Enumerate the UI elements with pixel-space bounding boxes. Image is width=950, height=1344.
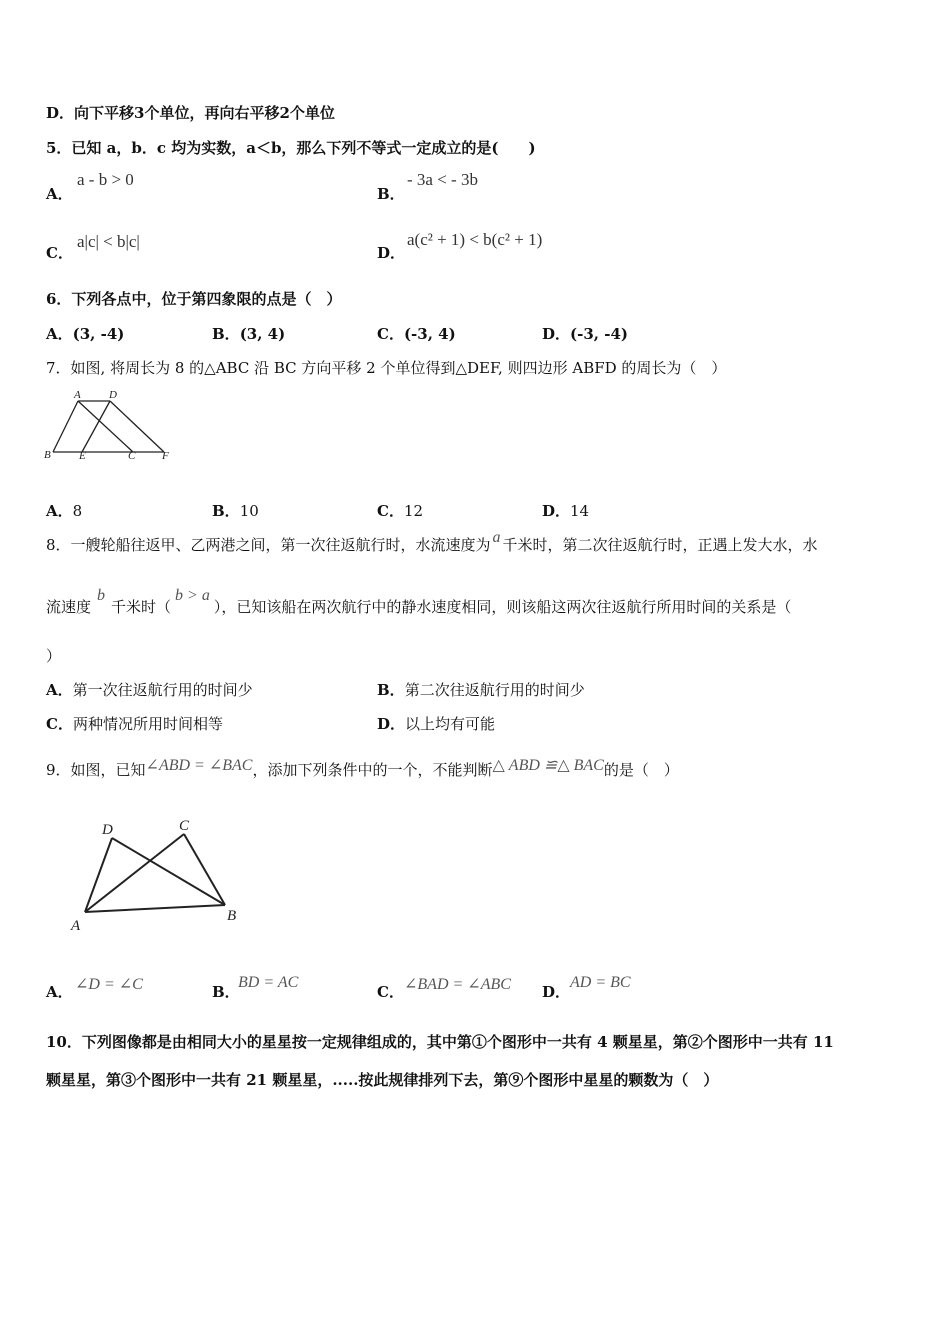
option-text: 向下平移3个单位，再向右平移2个单位 (74, 104, 335, 122)
q9-text: 9．如图，已知 (46, 761, 146, 779)
q8-option-d (377, 713, 495, 734)
option-label: D． (377, 244, 406, 262)
option-label: C． (377, 325, 404, 343)
option-label: D． (542, 502, 571, 520)
option-label: A． (46, 983, 73, 1001)
q9-option-d (542, 981, 570, 1002)
option-label: B． (377, 185, 405, 203)
option-text: 12 (403, 502, 424, 520)
q9-text: ，添加下列条件中的一个，不能判断 (252, 761, 493, 779)
q10-line2: 颗星星，第③个图形中一共有 21 颗星星，.....按此规律排列下去，第⑨个图形中星星的颗数为（ ） (46, 1071, 719, 1089)
q7-label-f: F (162, 450, 169, 462)
q7-label-a: A (74, 389, 81, 401)
q9-option-b-expr: BD = AC (238, 974, 299, 991)
option-label: A． (46, 681, 73, 699)
option-text: 以上均有可能 (405, 715, 496, 733)
q9-stem (46, 759, 679, 780)
option-text: 第一次往返航行用的时间少 (72, 681, 253, 699)
q8-option-a (46, 679, 253, 700)
q5-option-c-expr: a|c| < b|c| (77, 232, 140, 251)
q9-edge-cb (184, 834, 225, 905)
q9-label-c: C (179, 818, 190, 834)
q5-option-b (377, 183, 405, 204)
q6-stem: 6．下列各点中，位于第四象限的点是（ ） (46, 290, 342, 308)
q7-label-b: B (44, 449, 51, 461)
q8-line2 (46, 587, 792, 617)
option-label: C． (377, 502, 404, 520)
q7-option-c (377, 500, 423, 521)
q8-text: 流速度 (46, 598, 92, 616)
option-text: 10 (239, 502, 259, 520)
option-text: (3, -4) (72, 325, 125, 343)
q9-option-b (212, 981, 240, 1002)
option-text: 第二次往返航行用的时间少 (404, 681, 585, 699)
option-text: 14 (570, 502, 590, 520)
q7-label-d: D (109, 389, 117, 401)
q8-var-a: a (492, 529, 501, 546)
q5-option-d (377, 242, 405, 263)
q9-text: 的是（ ） (603, 761, 679, 779)
option-label: B． (212, 325, 240, 343)
q8-text: 千米时，第二次往返航行时，正遇上发大水，水 (502, 536, 818, 554)
option-text: 8 (72, 502, 83, 520)
q7-figure (40, 385, 180, 465)
q9-figure (60, 812, 260, 937)
q9-option-c-expr: ∠BAD = ∠ABC (404, 976, 511, 993)
q7-label-c: C (128, 450, 136, 462)
q5-option-a (46, 183, 73, 204)
q5-option-d-expr: a(c² + 1) < b(c² + 1) (407, 230, 543, 249)
q6-option-d (542, 323, 628, 344)
q9-label-d: D (102, 822, 113, 838)
q9-label-a: A (71, 918, 81, 934)
q9-option-a-expr: ∠D = ∠C (75, 976, 143, 993)
option-label: D． (542, 325, 571, 343)
q7-option-d (542, 500, 589, 521)
q6-option-b (212, 323, 285, 344)
option-label: B． (212, 983, 240, 1001)
q7-edge-ab (53, 401, 78, 452)
q7-option-b (212, 500, 259, 521)
q6-option-a (46, 323, 124, 344)
q8-text: 8．一艘轮船往返甲、乙两港之间，第一次往返航行时，水流速度为 (46, 536, 491, 554)
option-label: D． (377, 715, 406, 733)
q10-line1: 10．下列图像都是由相同大小的星星按一定规律组成的，其中第①个图形中一共有 4 颗星星，第②个图形中一共有 11 (46, 1033, 834, 1051)
option-label: C． (46, 244, 73, 262)
q6-option-c (377, 323, 456, 344)
option-label: C． (46, 715, 73, 733)
option-label: C． (377, 983, 404, 1001)
q5-stem: 5．已知 a，b．c 均为实数，a＜b，那么下列不等式一定成立的是( ) (46, 139, 536, 157)
q8-line3: ） (46, 647, 62, 665)
q7-label-e: E (79, 450, 86, 462)
q5-option-c (46, 242, 73, 263)
q9-option-a (46, 981, 73, 1002)
option-label: A． (46, 502, 73, 520)
prev-option-d (46, 102, 335, 123)
q8-option-b (377, 679, 585, 700)
q8-var-b: b (97, 587, 106, 604)
option-label: A． (46, 185, 73, 203)
q8-option-c (46, 713, 223, 734)
q9-label-b: B (227, 908, 237, 924)
option-label: A． (46, 325, 73, 343)
option-label: D． (46, 104, 75, 122)
q7-stem: 7．如图, 将周长为 8 的△ABC 沿 BC 方向平移 2 个单位得到△DEF, 则四边形 ABFD 的周长为（ ） (46, 359, 727, 377)
q5-option-b-expr: - 3a < - 3b (407, 170, 478, 189)
option-label: D． (542, 983, 571, 1001)
option-text: (-3, -4) (570, 325, 628, 343)
q9-given: ∠ABD = ∠BAC (145, 757, 253, 774)
option-text: (-3, 4) (403, 325, 456, 343)
q7-edge-df (110, 401, 164, 452)
q8-text: ），已知该船在两次航行中的静水速度相同，则该船这两次往返航行所用时间的关系是（ (213, 598, 792, 616)
option-text: 两种情况所用时间相等 (72, 715, 223, 733)
option-label: B． (212, 502, 240, 520)
q8-condition: b > a (175, 587, 210, 604)
q8-text: 千米时（ (111, 598, 172, 616)
q9-target: △ ABD ≌△ BAC (492, 757, 604, 774)
q9-edge-db (112, 838, 225, 905)
option-label: B． (377, 681, 405, 699)
option-text: (3, 4) (239, 325, 286, 343)
q9-option-c (377, 981, 404, 1002)
q9-edge-ab (85, 905, 225, 912)
q5-option-a-expr: a - b > 0 (77, 170, 134, 189)
q8-line1 (46, 529, 818, 555)
q9-option-d-expr: AD = BC (570, 974, 631, 991)
q7-option-a (46, 500, 82, 521)
